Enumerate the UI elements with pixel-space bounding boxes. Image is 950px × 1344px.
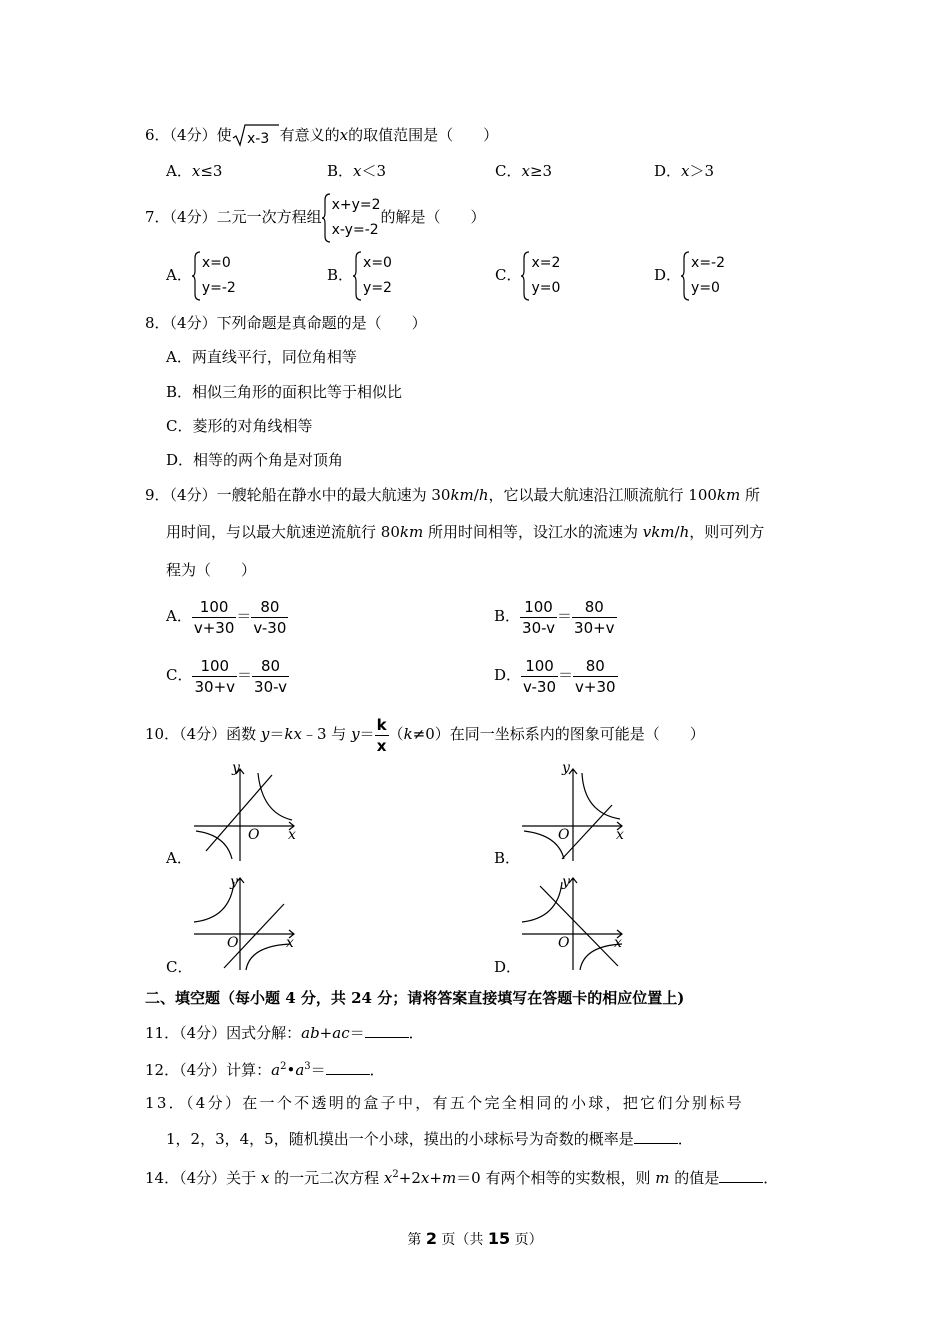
- equals-sign: ＝: [558, 666, 574, 684]
- q12-number: 12．: [145, 1061, 180, 1079]
- fraction: [252, 656, 289, 697]
- q6-stem: [145, 123, 498, 149]
- answer-blank[interactable]: [326, 1060, 370, 1075]
- q7-number: 7．: [145, 208, 170, 226]
- q10-number: 10．: [145, 725, 180, 743]
- numerator: 80: [572, 597, 617, 618]
- numerator: 100: [192, 656, 237, 677]
- q11-expression: ab+ac: [301, 1024, 350, 1042]
- q10-text: （: [388, 725, 404, 743]
- option-var: x: [191, 162, 201, 180]
- answer-blank[interactable]: [365, 1023, 409, 1038]
- axis-x-label: x: [288, 827, 296, 843]
- unit-h: h: [478, 486, 489, 504]
- numerator: 80: [251, 597, 288, 618]
- q14-number: 14．: [145, 1169, 180, 1187]
- equals-sign: ＝: [236, 607, 252, 625]
- q14-text: +: [429, 1169, 442, 1187]
- unit-vkm: vkm: [642, 523, 675, 541]
- option-var: x: [681, 162, 690, 180]
- q14-text: 的一元二次方程: [269, 1169, 384, 1187]
- var-x: x: [420, 1169, 430, 1187]
- q8-text: （4分）下列命题是真命题的是（ ）: [169, 314, 427, 332]
- q11: [145, 1023, 424, 1043]
- q7-option-d[interactable]: [654, 250, 725, 301]
- equation-row: y=2: [363, 280, 392, 296]
- var-m: m: [441, 1169, 457, 1187]
- denominator: v-30: [523, 677, 557, 696]
- equation-row: x=-2: [691, 255, 726, 271]
- q6-var: x: [339, 126, 349, 144]
- q13-text: 1，2，3，4，5，随机摸出一个小球，摸出的小球标号为奇数的概率是: [166, 1130, 634, 1148]
- q7-option-c[interactable]: [495, 250, 560, 301]
- q8-stem: [145, 313, 427, 333]
- line-graph: [540, 886, 618, 966]
- q6-option-b[interactable]: [327, 161, 386, 181]
- base: a: [271, 1061, 281, 1079]
- page-number: 2: [425, 1229, 437, 1248]
- q8-option-a[interactable]: [166, 347, 357, 367]
- q9-text: 用时间，与以最大航速逆流航行 80: [166, 523, 400, 541]
- q9-text: （4分）一艘轮船在静水中的最大航速为 30: [169, 486, 451, 504]
- fraction: [251, 597, 288, 638]
- q7-option-a[interactable]: [166, 250, 236, 301]
- q10-option-a-label[interactable]: A．: [166, 849, 192, 867]
- q10-stem: [145, 714, 705, 756]
- option-label: B．: [494, 607, 521, 625]
- fraction: [573, 656, 618, 697]
- exponent: 3: [304, 1061, 311, 1072]
- q7-stem: [145, 192, 486, 243]
- q6-post2: 的取值范围是（ ）: [348, 126, 499, 144]
- hyperbola-branch-1: [194, 882, 234, 922]
- axis-y-label: y: [232, 763, 240, 776]
- q10-text: ＝: [269, 725, 285, 743]
- unit-km: km: [399, 523, 424, 541]
- option-label: D．: [654, 162, 682, 180]
- axis-x-label: x: [616, 827, 624, 843]
- q8-number: 8．: [145, 314, 170, 332]
- fraction: [572, 597, 617, 638]
- option-label: A．: [166, 162, 192, 180]
- option-label: D．: [166, 451, 194, 469]
- q9-option-d[interactable]: [494, 655, 618, 697]
- footer-text: 页（共: [436, 1232, 488, 1248]
- option-var: x: [521, 162, 530, 180]
- option-text: 相等的两个角是对顶角: [193, 451, 344, 469]
- equation-row: x=0: [201, 255, 231, 271]
- q12: [145, 1057, 385, 1080]
- answer-blank[interactable]: [719, 1168, 763, 1183]
- unit-slash: /: [674, 523, 680, 541]
- unit-km: km: [450, 486, 474, 504]
- hyperbola-branch-2: [246, 944, 290, 970]
- option-text: 相似三角形的面积比等于相似比: [192, 383, 403, 401]
- equals-sign: ＝: [237, 666, 253, 684]
- sqrt-radicand: x-3: [246, 131, 269, 147]
- var-x: x: [383, 1169, 393, 1187]
- denominator: 30+v: [574, 618, 615, 637]
- q6-post1: 有意义的: [279, 126, 340, 144]
- q12-text: ＝: [310, 1061, 326, 1079]
- q13-text: ．: [677, 1130, 693, 1148]
- fraction: [192, 597, 237, 638]
- unit-slash: /: [473, 486, 479, 504]
- equation-system: [322, 193, 381, 243]
- base: a: [295, 1061, 305, 1079]
- denominator: 30+v: [194, 677, 236, 696]
- q14-text: （4分）关于: [179, 1169, 261, 1187]
- equals-sign: ＝: [557, 607, 573, 625]
- denominator: v+30: [193, 618, 235, 637]
- numerator: 100: [192, 597, 237, 618]
- option-text: 两直线平行，同位角相等: [191, 348, 357, 366]
- line-graph: [206, 775, 272, 851]
- q14: [145, 1165, 778, 1188]
- option-value: ＞3: [689, 162, 715, 180]
- option-label: C．: [166, 417, 193, 435]
- hyperbola-branch-1: [258, 773, 292, 820]
- numerator: 100: [521, 656, 558, 677]
- fraction: [192, 656, 237, 697]
- q6-pre: （4分）使: [169, 126, 232, 144]
- equation-row: y=0: [531, 280, 561, 296]
- equation-row: x+y=2: [331, 197, 381, 213]
- denominator: v+30: [575, 677, 616, 696]
- q9-line3: [166, 560, 256, 580]
- var-m: m: [655, 1169, 670, 1187]
- fraction: [375, 715, 389, 756]
- q10-text: ＝: [359, 725, 375, 743]
- var-k: k: [403, 725, 413, 743]
- q9-line2: [166, 522, 764, 542]
- option-value: ≤3: [200, 162, 223, 180]
- exponent: 2: [392, 1169, 399, 1180]
- footer-text: 页）: [510, 1232, 543, 1248]
- solution-system: [521, 251, 560, 301]
- option-label: A．: [166, 348, 192, 366]
- origin-label: O: [227, 935, 239, 951]
- equation-row: x=2: [531, 255, 561, 271]
- q9-text: 所用时间相等，设江水的流速为: [423, 523, 643, 541]
- denominator: 30-v: [254, 677, 288, 696]
- q12-text: （4分）计算：: [179, 1061, 272, 1079]
- q6-number: 6．: [145, 126, 170, 144]
- option-value: ＜3: [361, 162, 387, 180]
- axis-x-label: x: [286, 935, 294, 951]
- q10-graph-b[interactable]: [518, 763, 630, 863]
- option-label: D．: [494, 666, 522, 684]
- page-total: 15: [487, 1229, 511, 1248]
- origin-label: O: [248, 827, 260, 843]
- option-label: A．: [166, 607, 192, 625]
- q10-option-b-label[interactable]: B．: [494, 849, 521, 867]
- var-kx: kx: [284, 725, 302, 743]
- numerator: 100: [520, 597, 557, 618]
- q9-text: 程为（ ）: [166, 561, 257, 579]
- q9-option-b[interactable]: [494, 596, 617, 638]
- q9-option-c[interactable]: [166, 655, 289, 697]
- sqrt-expression: [232, 123, 280, 149]
- var-y: y: [260, 725, 270, 743]
- var-x: x: [260, 1169, 270, 1187]
- q11-text: （4分）因式分解：: [179, 1024, 302, 1042]
- option-label: C．: [495, 162, 522, 180]
- q13-text: （4分）在一个不透明的盒子中，有五个完全相同的小球，把它们分别标号: [186, 1094, 744, 1112]
- axis-y-label: y: [562, 874, 570, 890]
- unit-km: km: [716, 486, 741, 504]
- section-2-heading: 二、填空题（每小题 4 分，共 24 分；请将答案直接填写在答题卡的相应位置上): [145, 989, 685, 1007]
- q8-option-d[interactable]: [166, 450, 343, 470]
- q13-number: 13．: [145, 1094, 186, 1112]
- hyperbola-branch-2: [196, 831, 232, 859]
- numerator: k: [376, 715, 387, 734]
- q10-option-c-label[interactable]: C．: [166, 958, 193, 976]
- option-label: B．: [166, 383, 193, 401]
- option-text: 菱形的对角线相等: [192, 417, 313, 435]
- option-value: ≥3: [529, 162, 553, 180]
- equation-row: x-y=-2: [331, 222, 379, 238]
- dot-operator: •: [286, 1061, 296, 1079]
- option-label: D．: [654, 266, 682, 284]
- denominator: v-30: [253, 618, 287, 637]
- exponent: 2: [280, 1061, 287, 1072]
- denominator: x: [376, 736, 387, 755]
- axis-y-label: y: [562, 763, 570, 776]
- hyperbola-branch-1: [582, 773, 620, 819]
- solution-system: [681, 251, 725, 301]
- q11-text: ．: [408, 1024, 424, 1042]
- q14-text: ＝0 有两个相等的实数根，则: [456, 1169, 656, 1187]
- numerator: 80: [573, 656, 618, 677]
- option-label: A．: [166, 266, 192, 284]
- equation-row: y=-2: [201, 280, 236, 296]
- q6-option-a[interactable]: [166, 161, 222, 181]
- q11-number: 11．: [145, 1024, 180, 1042]
- option-var: x: [353, 162, 362, 180]
- q9-text: ，它以最大航速沿江顺流航行 100: [488, 486, 717, 504]
- option-label: C．: [166, 666, 193, 684]
- q6-option-c[interactable]: [495, 161, 552, 181]
- option-label: B．: [327, 266, 354, 284]
- q10-graph-c[interactable]: [190, 872, 302, 972]
- q9-option-a[interactable]: [166, 596, 288, 638]
- q14-text: 的值是: [669, 1169, 720, 1187]
- denominator: 30-v: [522, 618, 556, 637]
- q10-text: ≠0）在同一坐标系内的图象可能是（ ）: [412, 725, 705, 743]
- q9-text: 所: [740, 486, 761, 504]
- answer-blank[interactable]: [634, 1129, 678, 1144]
- numerator: 80: [252, 656, 289, 677]
- q14-text: +2: [398, 1169, 421, 1187]
- q8-option-c[interactable]: [166, 416, 313, 436]
- equation-row: y=0: [691, 280, 720, 296]
- option-label: C．: [495, 266, 522, 284]
- q9-number: 9．: [145, 486, 170, 504]
- origin-label: O: [558, 935, 570, 951]
- q6-option-d[interactable]: [654, 161, 714, 181]
- footer-text: 第: [407, 1232, 426, 1248]
- solution-system: [192, 251, 236, 301]
- q12-text: ．: [369, 1061, 385, 1079]
- q10-text: ﹣3 与: [301, 725, 352, 743]
- q13-line2: [166, 1129, 693, 1149]
- q7-option-b[interactable]: [327, 250, 392, 301]
- axis-y-label: y: [230, 874, 238, 890]
- q7-pre: （4分）二元一次方程组: [169, 208, 322, 226]
- q13-line1: [145, 1093, 744, 1113]
- solution-system: [353, 251, 392, 301]
- fraction: [520, 597, 557, 638]
- q9-line1: [145, 485, 760, 505]
- q14-text: ．: [763, 1169, 779, 1187]
- q10-graph-d[interactable]: [518, 872, 630, 972]
- line-graph: [562, 805, 612, 859]
- q8-option-b[interactable]: [166, 382, 402, 402]
- equation-row: x=0: [363, 255, 392, 271]
- var-y: y: [351, 725, 360, 743]
- origin-label: O: [558, 827, 570, 843]
- q10-text: （4分）函数: [179, 725, 261, 743]
- q10-graph-a[interactable]: [190, 763, 302, 863]
- unit-h: h: [679, 523, 690, 541]
- q7-post: 的解是（ ）: [380, 208, 486, 226]
- q9-text: ，则可列方: [689, 523, 765, 541]
- axis-x-label: x: [614, 935, 622, 951]
- q11-text: ＝: [349, 1024, 365, 1042]
- page-footer: [0, 1229, 950, 1250]
- option-label: B．: [327, 162, 354, 180]
- fraction: [521, 656, 558, 697]
- q10-option-d-label[interactable]: D．: [494, 958, 522, 976]
